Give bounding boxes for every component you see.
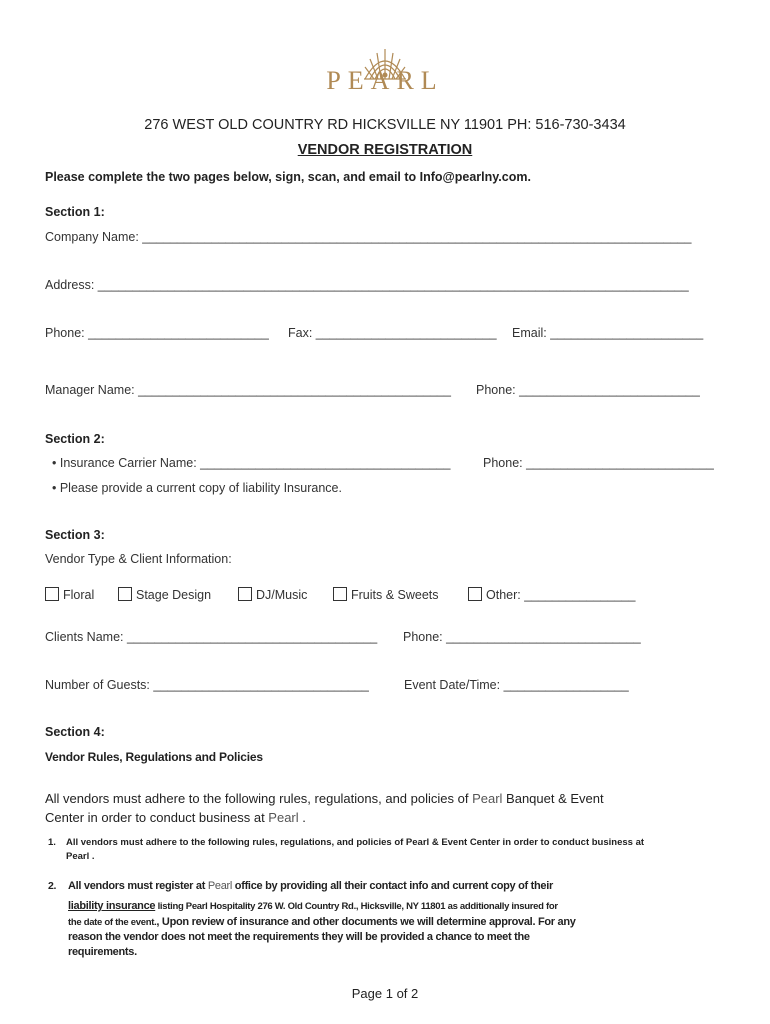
rule-2-details <box>68 899 728 959</box>
rule-2-text-part: All vendors must register at <box>68 880 208 892</box>
checkbox-label: Other: ________________ <box>486 588 636 602</box>
pearl-name: Pearl <box>207 880 233 892</box>
rule-2-text <box>68 879 708 893</box>
address-field[interactable]: Address: _____________________________________________________________________________________ <box>45 278 689 292</box>
insurance-note: • Please provide a current copy of liability Insurance. <box>52 481 342 495</box>
checkbox-label: DJ/Music <box>256 588 308 602</box>
rule-1-line: All vendors must adhere to the following rules, regulations, and policies of Pearl & Event Center in order to conduct business at <box>66 837 645 848</box>
phone-field[interactable]: Phone: __________________________ <box>45 326 269 340</box>
number-of-guests-field[interactable]: Number of Guests: _______________________________ <box>45 678 369 692</box>
rules-intro <box>45 789 735 827</box>
manager-phone-field[interactable]: Phone: __________________________ <box>476 383 700 397</box>
fax-field[interactable]: Fax: __________________________ <box>288 326 497 340</box>
rules-subheading: Vendor Rules, Regulations and Policies <box>45 750 263 764</box>
checkbox-box[interactable] <box>468 587 482 601</box>
insurance-carrier-field[interactable]: • Insurance Carrier Name: ____________________________________ <box>52 456 451 470</box>
checkbox-label: Fruits & Sweets <box>351 588 439 602</box>
vendor-type-subheading: Vendor Type & Client Information: <box>45 552 232 566</box>
page-title: VENDOR REGISTRATION <box>297 142 473 158</box>
checkbox-box[interactable] <box>118 587 132 601</box>
rule-1-number: 1. <box>48 837 56 848</box>
rules-intro-text: Banquet & Event <box>502 791 604 806</box>
rule-2-text-part: requirements. <box>68 945 137 958</box>
rule-1-line: Pearl . <box>66 851 95 862</box>
checkbox-label: Floral <box>63 588 95 602</box>
checkbox-fruits-sweets[interactable] <box>333 587 439 602</box>
checkbox-box[interactable] <box>238 587 252 601</box>
section-4-heading: Section 4: <box>45 725 105 739</box>
manager-name-field[interactable]: Manager Name: _____________________________________________ <box>45 383 451 397</box>
checkbox-stage-design[interactable] <box>118 587 211 602</box>
checkbox-floral[interactable] <box>45 587 94 602</box>
section-3-heading: Section 3: <box>45 528 105 542</box>
company-address: 276 WEST OLD COUNTRY RD HICKSVILLE NY 11901 PH: 516-730-3434 <box>144 117 626 133</box>
rule-2-text-part: , Upon review of insurance and other documents we will determine approval. For any <box>156 915 576 928</box>
rule-2-text-part: office by providing all their contact info and current copy of their <box>232 880 553 892</box>
rules-intro-text: Center in order to conduct business at <box>45 810 269 825</box>
pearl-name: Pearl <box>268 810 299 825</box>
clients-phone-field[interactable]: Phone: ____________________________ <box>403 630 641 644</box>
checkbox-label: Stage Design <box>136 588 212 602</box>
rule-2-text-part: liability insurance <box>68 900 156 912</box>
checkbox-dj-music[interactable] <box>238 587 307 602</box>
rule-2-text-part: listing Pearl Hospitality 276 W. Old Country Rd., Hicksville, NY 11801 as additionally insured for <box>155 901 558 912</box>
rule-1-text <box>66 836 726 864</box>
clients-name-field[interactable]: Clients Name: ____________________________________ <box>45 630 378 644</box>
section-2-heading: Section 2: <box>45 432 105 446</box>
section-1-heading: Section 1: <box>45 205 105 219</box>
checkbox-box[interactable] <box>333 587 347 601</box>
rule-2-text-part: the date of the event. <box>68 916 157 928</box>
rules-intro-text: . <box>298 810 306 825</box>
carrier-phone-field[interactable]: Phone: ___________________________ <box>483 456 714 470</box>
checkbox-other[interactable] <box>468 587 635 602</box>
email-field[interactable]: Email: ______________________ <box>512 326 704 340</box>
brand-logo-text: PEARL <box>326 66 444 95</box>
rules-intro-text: All vendors must adhere to the following rules, regulations, and policies of <box>45 791 473 806</box>
event-date-time-field[interactable]: Event Date/Time: __________________ <box>404 678 629 692</box>
instructions: Please complete the two pages below, sign, scan, and email to Info@pearlny.com. <box>45 170 531 184</box>
pearl-name: Pearl <box>472 791 503 806</box>
checkbox-box[interactable] <box>45 587 59 601</box>
rule-2-text-part: reason the vendor does not meet the requirements they will be provided a chance to meet the <box>68 931 530 943</box>
company-name-field[interactable]: Company Name: _______________________________________________________________________________ <box>45 230 692 244</box>
page-number: Page 1 of 2 <box>351 986 419 1001</box>
rule-2-number: 2. <box>48 880 57 892</box>
